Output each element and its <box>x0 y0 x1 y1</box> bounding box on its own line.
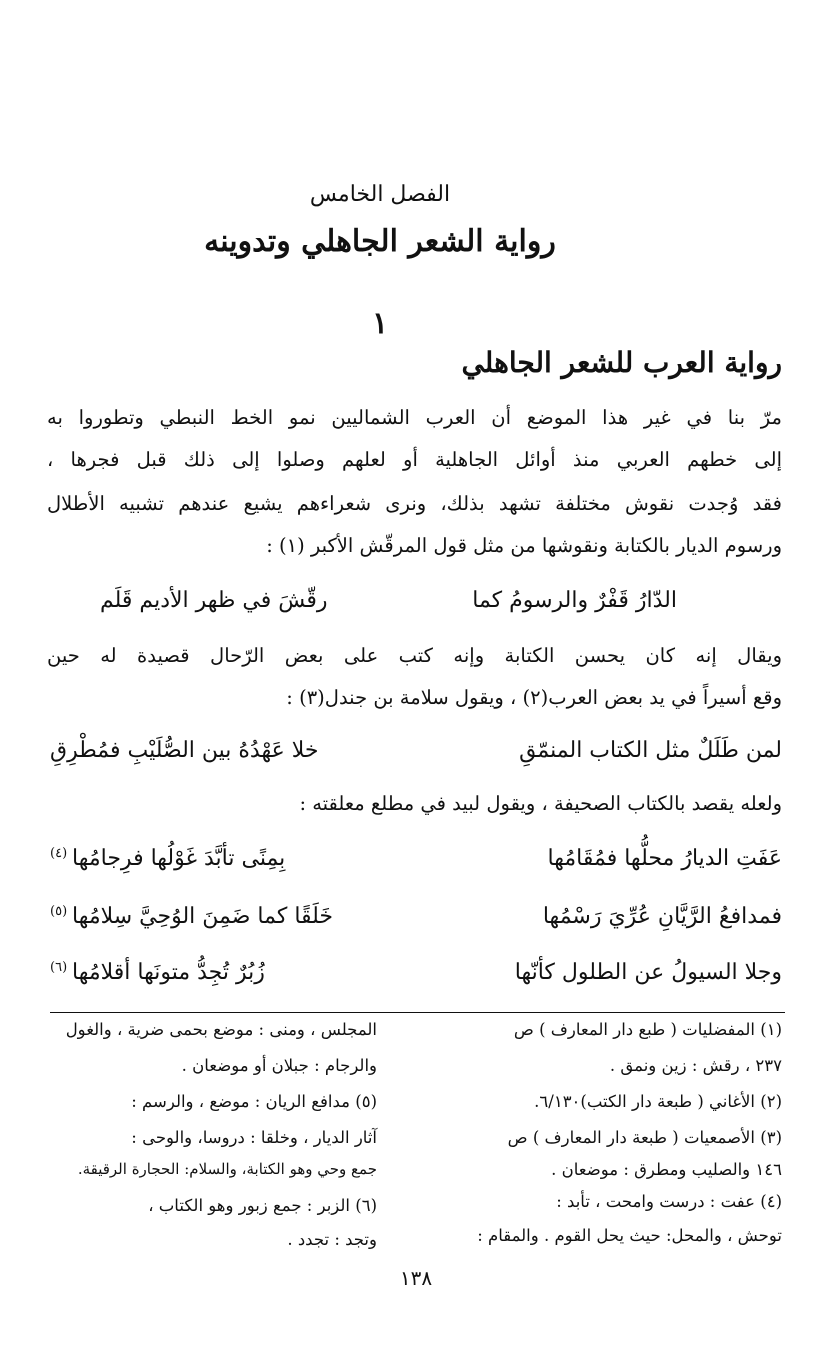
verse-second-hemistich: خلا عَهْدُهُ بين الصُّلَيْبِ فمُطْرِقِ <box>50 738 319 763</box>
footnote-line: جمع وحي وهو الكتابة، والسلام: الحجارة الرقيقة. <box>77 1160 377 1178</box>
footnote-line: والرجام : جبلان أو موضعان . <box>181 1056 377 1075</box>
section-title: رواية العرب للشعر الجاهلي <box>461 346 782 379</box>
verse-second-hemistich: خَلَقًا كما ضَمِنَ الوُحِيَّ سِلامُها <box>72 904 334 929</box>
paragraph-line: مرّ بنا في غير هذا الموضع أن العرب الشماليين نمو الخط النبطي وتطوروا به <box>47 406 782 429</box>
footnote-line: (٦) الزبر : جمع زبور وهو الكتاب ، <box>148 1196 377 1215</box>
paragraph-line: ويقال إنه كان يحسن الكتابة وإنه كتب على بعض الرّحال قصيدة له حين <box>47 644 782 667</box>
footnote-line: آثار الديار ، وخلقا : دروسا، والوحى : <box>131 1128 377 1147</box>
verse-first-hemistich: الدّارُ قَفْرٌ والرسومُ كما <box>472 588 677 613</box>
footnote-line: (٢) الأغاني ( طبعة دار الكتب)٦/١٣٠. <box>534 1092 782 1111</box>
verse-second-hemistich: بِمِنًى تأبَّدَ غَوْلُها فرِجامُها <box>72 846 286 871</box>
paragraph-line: وقع أسيراً في يد بعض العرب(٢) ، ويقول سلامة بن جندل(٣) : <box>286 686 782 709</box>
paragraph-line: فقد وُجدت نقوش مختلفة تشهد بذلك، ونرى شعراءهم يشيع عندهم تشبيه الأطلال <box>47 492 782 515</box>
verse-first-hemistich: فمدافعُ الرَّيَّانِ عُرِّيَ رَسْمُها <box>542 904 782 929</box>
footnote-marker: (٤) <box>50 846 68 861</box>
footnote-line: (٤) عفت : درست وامحت ، تأبد : <box>556 1192 782 1211</box>
footnote-line: (٣) الأصمعيات ( طبعة دار المعارف ) ص <box>507 1128 782 1147</box>
footnote-line: المجلس ، ومنى : موضع بحمى ضرية ، والغول <box>65 1020 377 1039</box>
verse-first-hemistich: وجلا السيولُ عن الطلول كأنّها <box>514 960 782 985</box>
footnote-line: ١٤٦ والصليب ومطرق : موضعان . <box>551 1160 782 1179</box>
chapter-label: الفصل الخامس <box>309 182 451 207</box>
footnote-line: (١) المفضليات ( طبع دار المعارف ) ص <box>513 1020 782 1039</box>
paragraph-line: ورسوم الديار بالكتابة ونقوشها من مثل قول المرقّش الأكبر (١) : <box>266 534 782 557</box>
page-number: ١٣٨ <box>399 1266 433 1290</box>
footnote-marker: (٦) <box>50 960 68 975</box>
footnote-divider <box>50 1012 785 1013</box>
verse-first-hemistich: عَفَتِ الديارُ محلُّها فمُقَامُها <box>547 846 782 871</box>
section-number: ١ <box>371 306 389 341</box>
verse-second-hemistich: رقّشَ في ظهر الأديم قَلَم <box>100 588 328 613</box>
verse-second-hemistich: زُبُرٌ تُجِدُّ متونَها أقلامُها <box>72 960 265 985</box>
footnote-line: توحش ، والمحل: حيث يحل القوم . والمقام : <box>477 1226 782 1245</box>
footnote-line: وتجد : تجدد . <box>287 1230 377 1249</box>
paragraph-line: إلى خطهم العربي منذ أوائل الجاهلية أو لعلهم وصلوا إلى ذلك قبل فجرها ، <box>47 448 782 471</box>
verse-first-hemistich: لمن طَلَلٌ مثل الكتاب المنمّقِ <box>519 738 782 763</box>
footnote-marker: (٥) <box>50 904 68 919</box>
paragraph-line: ولعله يقصد بالكتاب الصحيفة ، ويقول لبيد في مطلع معلقته : <box>299 792 782 815</box>
footnote-line: (٥) مدافع الريان : موضع ، والرسم : <box>131 1092 377 1111</box>
footnote-line: ٢٣٧ ، رقش : زين ونمق . <box>609 1056 782 1075</box>
chapter-title: رواية الشعر الجاهلي وتدوينه <box>204 224 556 259</box>
